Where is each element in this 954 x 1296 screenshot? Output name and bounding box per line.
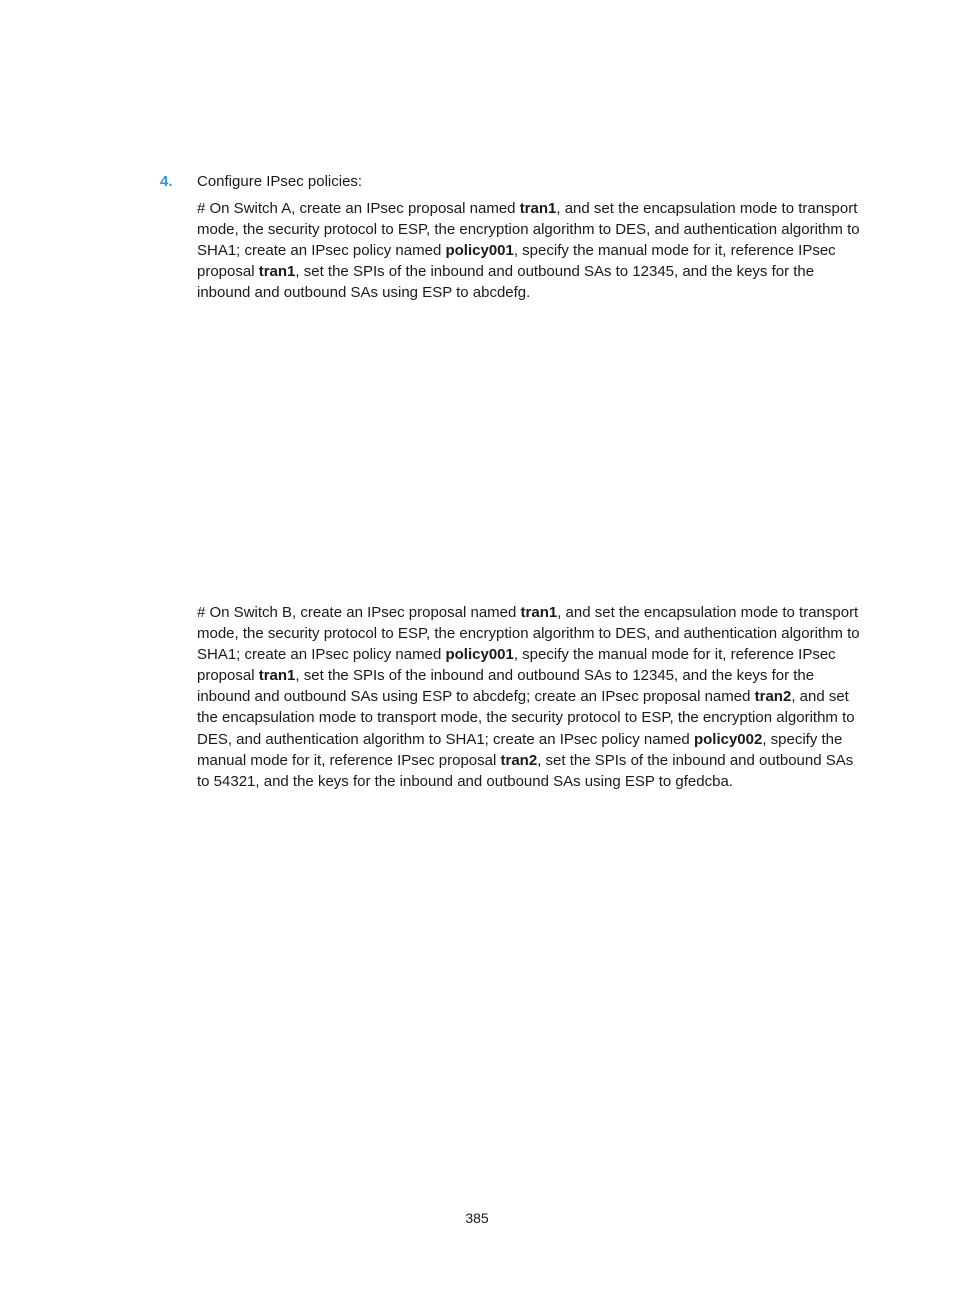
- switch-b-instructions: [197, 602, 869, 792]
- text-segment: # On Switch B, create an IPsec proposal named: [197, 604, 521, 621]
- proposal-name: tran1: [258, 667, 296, 685]
- policy-name: policy002: [693, 730, 763, 748]
- switch-a-instructions: [197, 198, 869, 303]
- policy-name: policy001: [445, 242, 514, 260]
- step-title: Configure IPsec policies:: [197, 173, 363, 190]
- text-segment: # On Switch A, create an IPsec proposal named: [197, 200, 520, 217]
- proposal-name: tran1: [258, 263, 296, 281]
- policy-name: policy001: [445, 646, 514, 664]
- text-segment: , specify the manual mode for it, reference IPsec proposal: [197, 646, 836, 685]
- proposal-name: tran2: [754, 688, 792, 706]
- text-segment: , set the SPIs of the inbound and outbound SAs to 12345, and the keys for the inbound and outbound SAs using ESP to abcdefg; create an IPsec proposal named: [197, 667, 815, 706]
- text-segment: , set the SPIs of the inbound and outbound SAs to 12345, and the keys for the inbound and outbound SAs using ESP to abcdefg.: [197, 263, 815, 302]
- proposal-name: tran1: [520, 604, 558, 621]
- proposal-name: tran2: [500, 751, 538, 769]
- proposal-name: tran1: [519, 200, 557, 217]
- text-segment: , set the SPIs of the inbound and outbound SAs to 54321, and the keys for the inbound and outbound SAs using ESP to gfedcba.: [197, 751, 854, 790]
- text-segment: , specify the manual mode for it, reference IPsec proposal: [197, 730, 843, 769]
- text-segment: , and set the encapsulation mode to transport mode, the security protocol to ESP, the encryption algorithm to DES, and authentication algorithm to SHA1; create an IPsec policy named: [197, 604, 860, 664]
- text-segment: , and set the encapsulation mode to transport mode, the security protocol to ESP, the encryption algorithm to DES, and authentication algorithm to SHA1; create an IPsec policy named: [197, 688, 855, 748]
- page-number: 385: [465, 1210, 489, 1226]
- text-segment: , specify the manual mode for it, reference IPsec proposal: [197, 242, 836, 281]
- step-number: 4.: [160, 173, 173, 190]
- text-segment: , and set the encapsulation mode to transport mode, the security protocol to ESP, the encryption algorithm to DES, and authentication algorithm to SHA1; create an IPsec policy named: [197, 200, 860, 260]
